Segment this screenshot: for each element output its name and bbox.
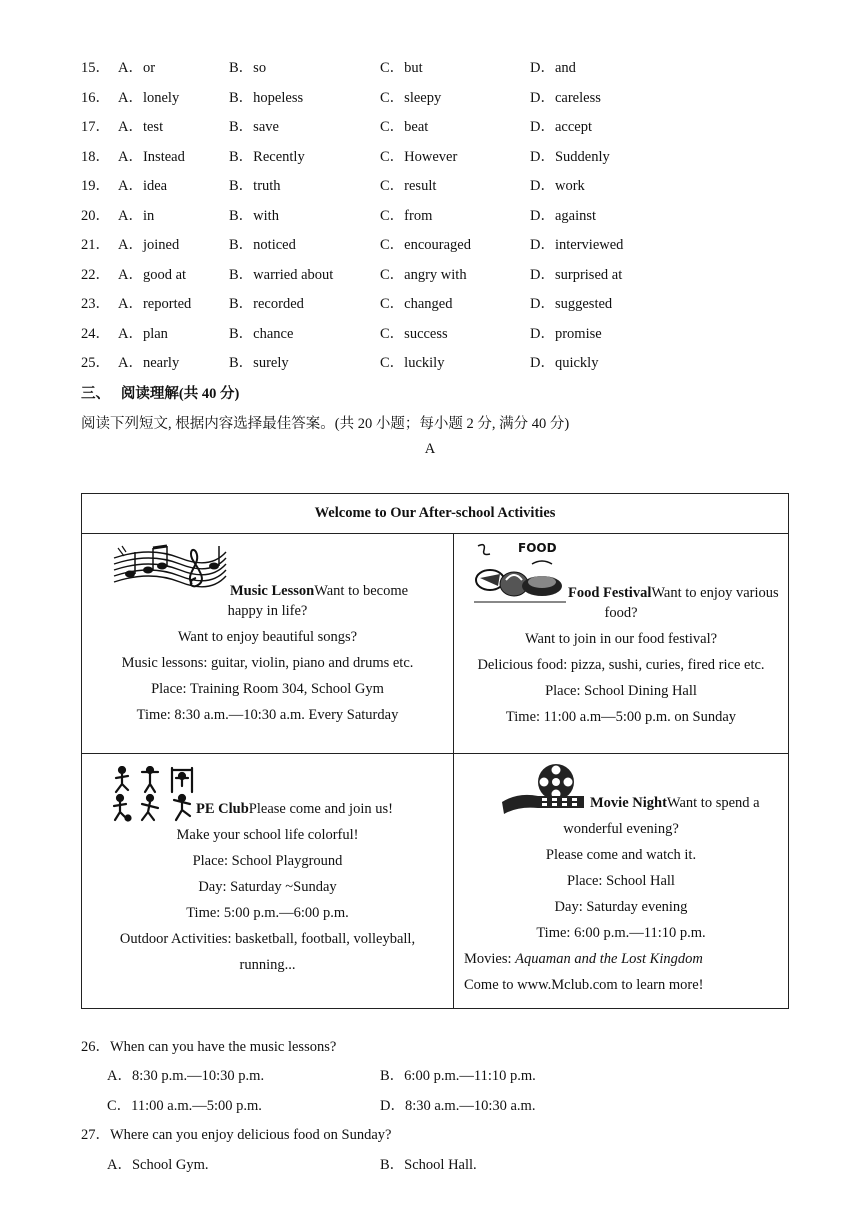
cloze-option-d: D．accept — [530, 119, 592, 135]
cloze-number: 20． — [81, 207, 110, 224]
pe-line-5: Time: 5:00 p.m.—6:00 p.m. — [186, 905, 349, 921]
section-heading — [81, 382, 239, 403]
cloze-option-b: B．hopeless — [229, 89, 304, 106]
cloze-option-a: A．or — [118, 60, 156, 76]
movie-line-2: wonderful evening? — [563, 821, 679, 837]
cloze-option-d: D．interviewed — [530, 237, 624, 253]
music-line-4: Music lessons: guitar, violin, piano and drums etc. — [121, 655, 414, 671]
food-line-3: Want to join in our food festival? — [524, 631, 718, 647]
music-lesson-name: Music Lesson — [230, 583, 315, 599]
cloze-option-a: A．nearly — [118, 355, 180, 371]
cloze-option-a: A．lonely — [118, 89, 180, 106]
cloze-option-a: A．good at — [118, 266, 187, 283]
question-number: 27． — [81, 1127, 110, 1143]
movie-title: Aquaman and the Lost Kingdom — [515, 951, 703, 967]
cloze-number: 24． — [81, 325, 110, 342]
cloze-option-c: C．result — [380, 178, 437, 194]
q27-option-a: A．School Gym. — [107, 1157, 209, 1173]
passage-label: A — [424, 441, 436, 457]
movies-label: Movies: — [464, 951, 516, 967]
movie-line-5: Day: Saturday evening — [554, 899, 688, 915]
pe-line-3: Place: School Playground — [192, 853, 343, 869]
pe-line-4: Day: Saturday ~Sunday — [198, 879, 337, 895]
pe-club-name: PE Club — [196, 801, 249, 817]
activities-title: Welcome to Our After-school Activities — [82, 494, 789, 534]
q26-option-a: A．8:30 p.m.—10:30 p.m. — [107, 1068, 265, 1084]
cloze-option-b: B．Recently — [229, 148, 305, 165]
cloze-option-d: D．Suddenly — [530, 148, 610, 165]
pe-line-1: Please come and join us! — [248, 801, 393, 817]
cloze-option-b: B．noticed — [229, 237, 296, 253]
film-reel-icon — [498, 762, 590, 816]
cloze-number: 18． — [81, 148, 110, 165]
cloze-option-a: A．Instead — [118, 148, 185, 165]
music-lesson-cell — [82, 534, 454, 754]
section-instruction: 阅读下列短文, 根据内容选择最佳答案。(共 20 小题；每小题 2 分, 满分 40 分) — [81, 416, 570, 432]
cloze-number: 19． — [81, 178, 110, 194]
cloze-number: 17． — [81, 119, 110, 135]
food-festival-cell — [454, 534, 789, 754]
cloze-number: 25． — [81, 355, 110, 371]
cloze-option-d: D．surprised at — [530, 266, 623, 283]
cloze-option-b: B．surely — [229, 355, 289, 371]
sports-figures-icon — [112, 766, 196, 822]
food-image-text: FOOD — [518, 541, 557, 555]
movies-list — [462, 946, 780, 972]
cloze-option-c: C．sleepy — [380, 89, 442, 106]
cloze-option-d: D．quickly — [530, 355, 599, 371]
cloze-option-b: B．save — [229, 119, 279, 135]
cloze-option-b: B．with — [229, 207, 279, 224]
cloze-option-b: B．so — [229, 60, 267, 76]
music-line-5: Place: Training Room 304, School Gym — [151, 681, 384, 697]
cloze-option-c: C．changed — [380, 296, 453, 312]
movie-line-1: Want to spend a — [666, 795, 760, 811]
cloze-number: 23． — [81, 296, 110, 312]
q26-option-b: B．6:00 p.m.—11:10 p.m. — [380, 1068, 536, 1084]
cloze-option-b: B．recorded — [229, 296, 304, 312]
cloze-number: 15． — [81, 60, 110, 76]
cloze-option-c: C．angry with — [380, 266, 467, 283]
movie-line-4: Place: School Hall — [567, 873, 675, 889]
cloze-option-d: D．and — [530, 60, 576, 76]
cloze-option-a: A．plan — [118, 325, 168, 342]
cloze-option-b: B．chance — [229, 325, 294, 342]
cloze-option-c: C．However — [380, 148, 458, 165]
pe-line-2: Make your school life colorful! — [176, 827, 359, 843]
music-notes-icon — [110, 544, 230, 604]
section-title: 阅读理解(共 40 分) — [120, 386, 240, 402]
food-line-2: food? — [604, 605, 638, 621]
cloze-option-a: A．reported — [118, 296, 192, 312]
food-line-6: Time: 11:00 a.m—5:00 p.m. on Sunday — [505, 709, 737, 725]
food-line-4: Delicious food: pizza, sushi, curies, fired rice etc. — [477, 657, 765, 673]
cloze-option-c: C．but — [380, 60, 423, 76]
q27-option-b: B．School Hall. — [380, 1157, 477, 1173]
cloze-option-a: A．idea — [118, 178, 168, 194]
q26-option-d: D．8:30 a.m.—10:30 a.m. — [380, 1098, 536, 1114]
question-text: When can you have the music lessons? — [110, 1039, 337, 1055]
food-line-1: Want to enjoy various — [651, 585, 779, 601]
question-text: Where can you enjoy delicious food on Sunday? — [110, 1127, 392, 1143]
cloze-option-c: C．luckily — [380, 355, 445, 371]
movie-line-6: Time: 6:00 p.m.—11:10 p.m. — [536, 925, 706, 941]
activities-table — [81, 493, 789, 1009]
cloze-option-d: D．promise — [530, 325, 602, 342]
cloze-number: 21． — [81, 237, 110, 253]
food-line-5: Place: School Dining Hall — [545, 683, 697, 699]
q26-option-c: C．11:00 a.m.—5:00 p.m. — [107, 1098, 262, 1114]
cloze-option-b: B．truth — [229, 178, 281, 194]
cloze-option-a: A．test — [118, 119, 164, 135]
cloze-option-c: C．success — [380, 325, 448, 342]
movie-night-cell — [454, 754, 789, 1009]
food-festival-name: Food Festival — [568, 585, 652, 601]
cloze-option-b: B．warried about — [229, 266, 334, 283]
music-line-1: Want to become — [314, 583, 409, 599]
music-line-2: happy in life? — [227, 603, 308, 619]
movie-night-name: Movie Night — [590, 795, 667, 811]
cloze-number: 16． — [81, 89, 110, 106]
cloze-option-c: C．encouraged — [380, 237, 471, 253]
food-icon — [472, 540, 568, 606]
movie-more-info: Come to www.Mclub.com to learn more! — [464, 977, 704, 993]
cloze-option-c: C．from — [380, 207, 433, 224]
section-number: 三、 — [81, 386, 110, 402]
music-line-6: Time: 8:30 a.m.—10:30 a.m. Every Saturday — [136, 707, 399, 723]
movie-line-3: Please come and watch it. — [545, 847, 697, 863]
cloze-option-a: A．in — [118, 207, 155, 224]
cloze-number: 22． — [81, 266, 110, 283]
music-line-3: Want to enjoy beautiful songs? — [177, 629, 358, 645]
cloze-option-c: C．beat — [380, 119, 429, 135]
pe-line-7: running... — [239, 957, 296, 973]
pe-line-6: Outdoor Activities: basketball, football, volleyball, — [119, 931, 416, 947]
pe-club-cell — [82, 754, 454, 1009]
cloze-option-d: D．work — [530, 178, 585, 194]
question-26 — [81, 1037, 336, 1057]
cloze-option-d: D．against — [530, 207, 597, 224]
cloze-option-d: D．suggested — [530, 296, 613, 312]
question-27 — [81, 1125, 391, 1145]
cloze-option-d: D．careless — [530, 89, 601, 106]
question-number: 26． — [81, 1039, 110, 1055]
cloze-option-a: A．joined — [118, 237, 180, 253]
